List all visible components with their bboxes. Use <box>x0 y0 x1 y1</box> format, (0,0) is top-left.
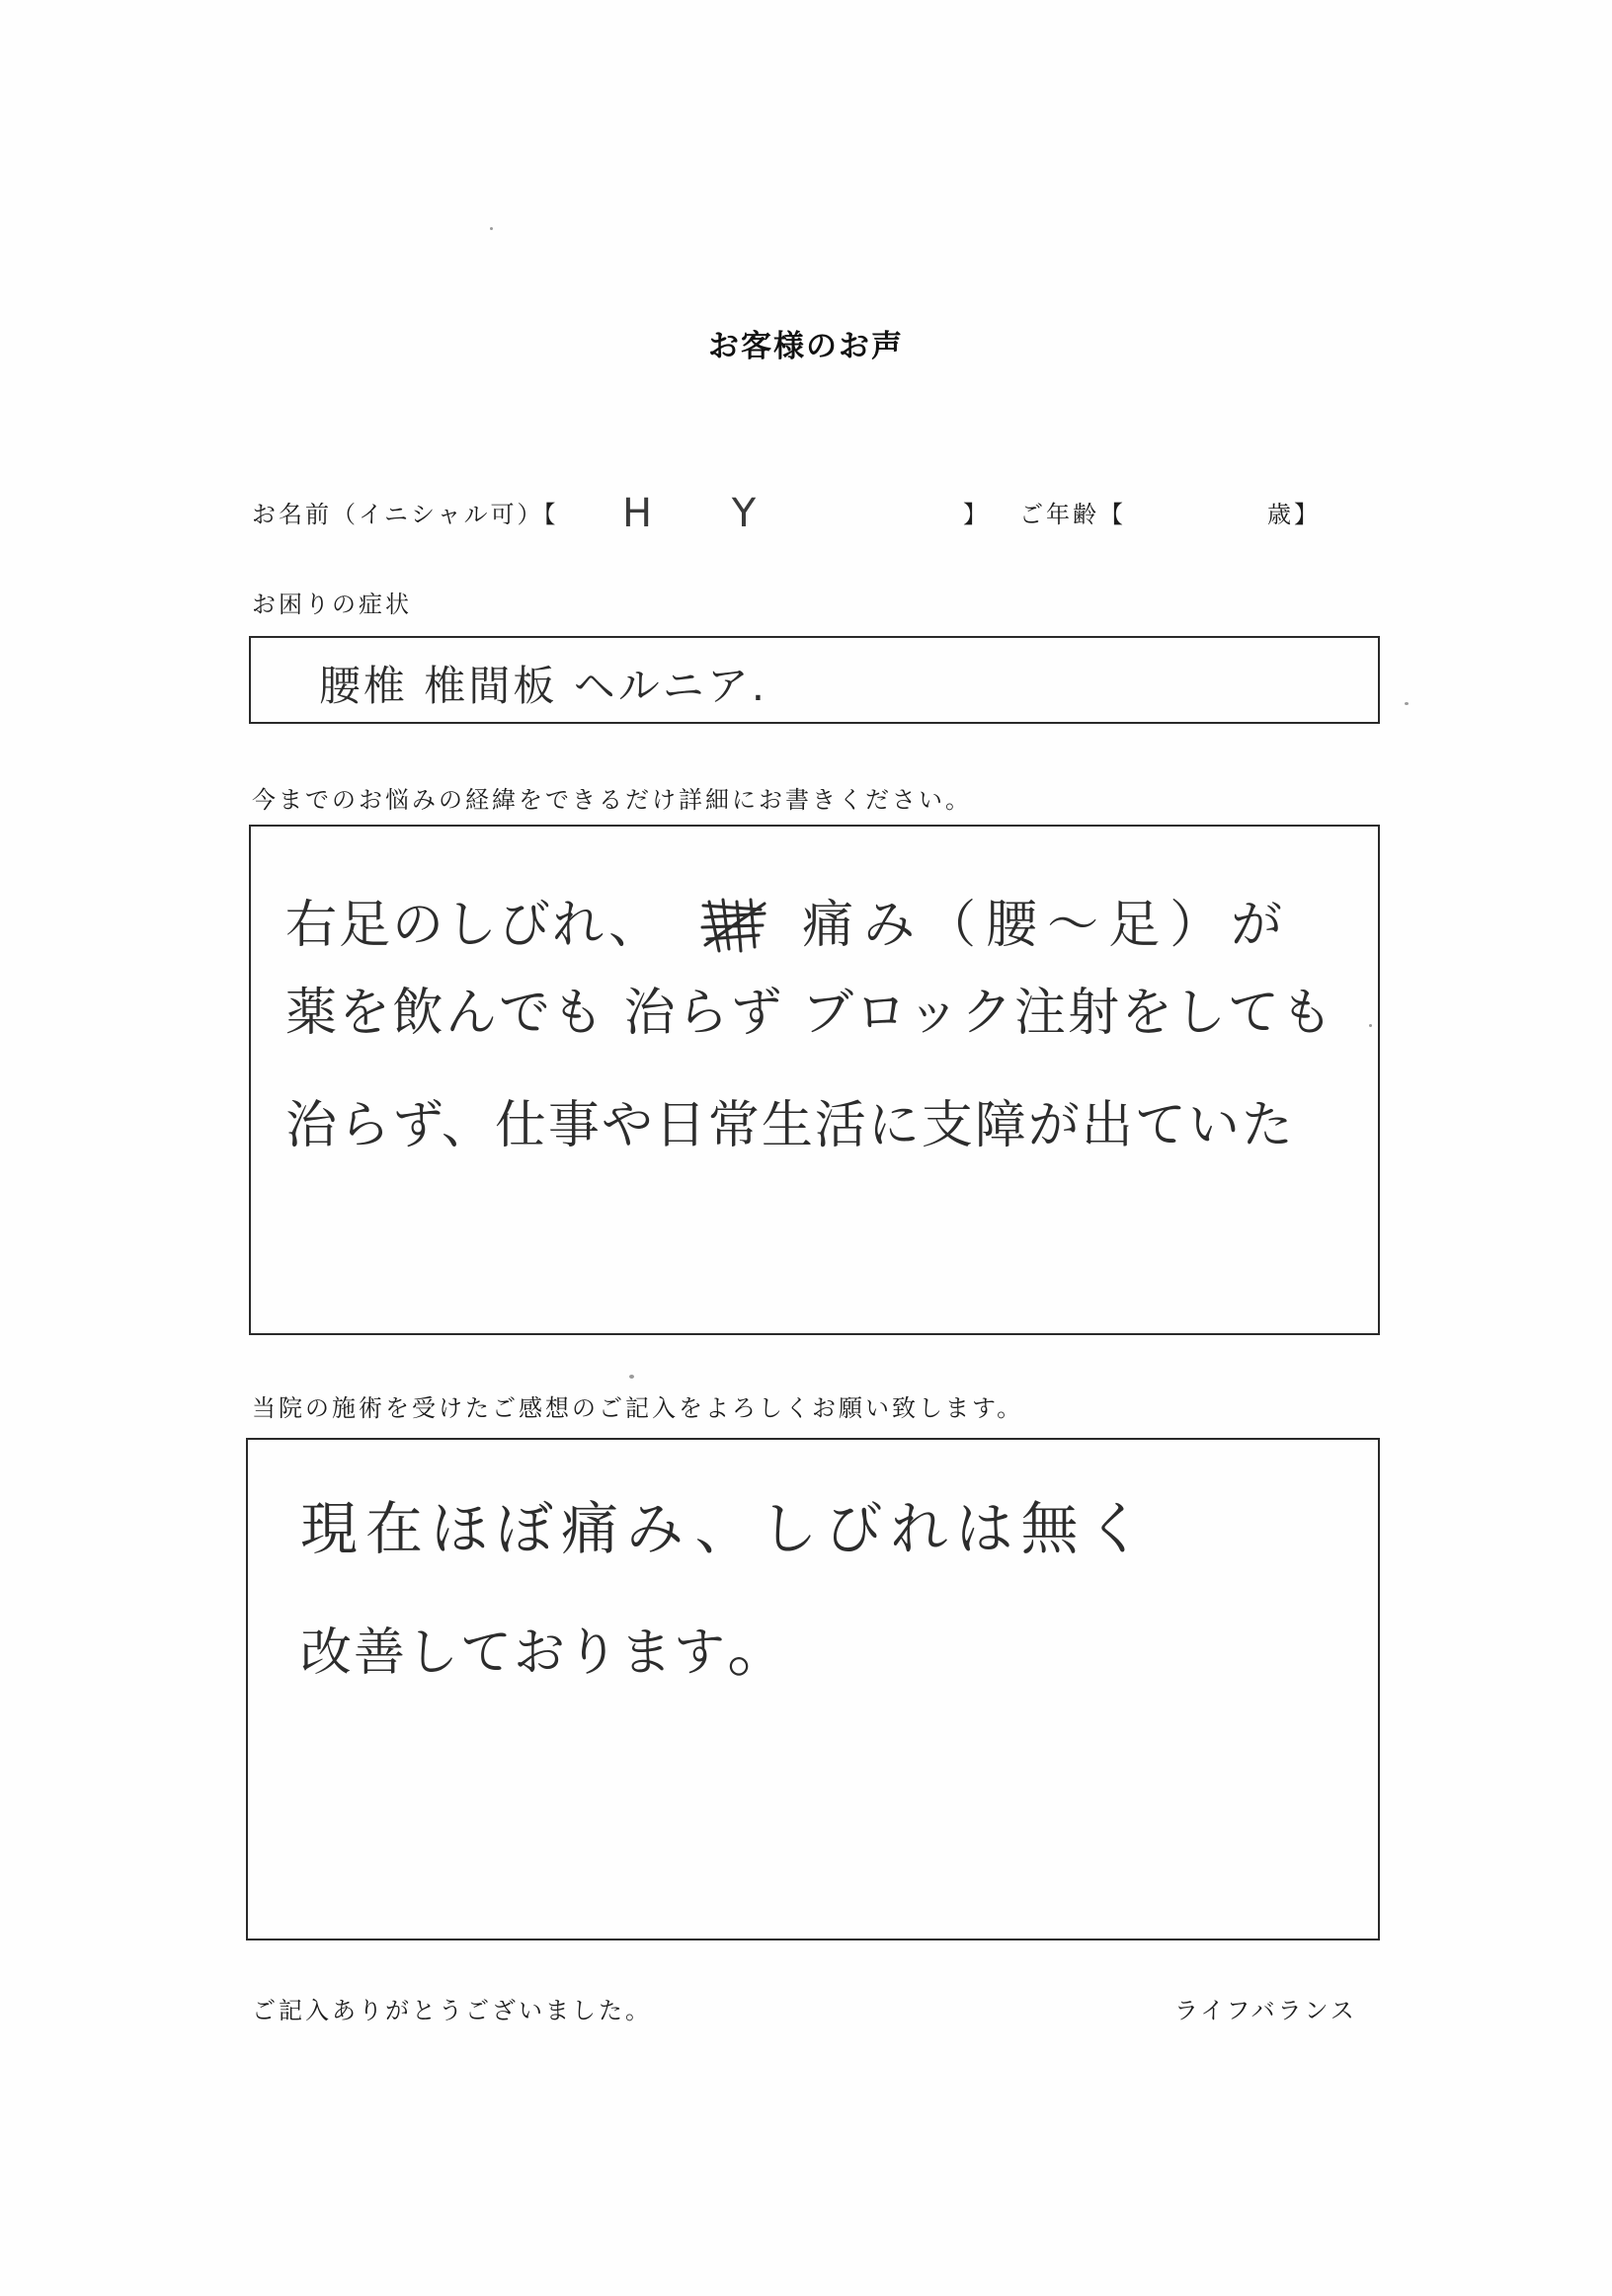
handwritten-period: 。 <box>727 1610 795 1686</box>
scan-speck <box>490 227 493 230</box>
age-suffix: 歳】 <box>1267 501 1321 528</box>
impressions-line-1: 現在ほぼ痛み、しびれは無く <box>300 1495 1152 1562</box>
history-line-3: 治らず、仕事や日常生活に支障が出ていた <box>285 1096 1295 1155</box>
impressions-label: 当院の施術を受けたご感想のご記入をよろしくお願い致します。 <box>252 1394 1024 1422</box>
name-value: H Y <box>622 491 790 536</box>
scan-speck <box>629 1375 634 1379</box>
symptoms-value: 腰椎 椎間板 ヘルニア. <box>319 662 768 710</box>
history-label: 今までのお悩みの経緯をできるだけ詳細にお書きください。 <box>252 786 972 814</box>
history-line-1 <box>285 894 1292 957</box>
crossed-out-scribble <box>699 896 768 955</box>
age-label: ご年齢【 <box>1019 501 1126 528</box>
history-line-1-start: 右足のしびれ、 <box>285 896 663 955</box>
page-title: お客様のお声 <box>708 329 904 364</box>
history-line-2: 薬を飲んでも 治らず ブロック注射をしても <box>285 984 1335 1043</box>
footer-thanks: ご記入ありがとうございました。 <box>252 1997 652 2024</box>
impressions-line-2-text: 改善しております <box>300 1623 728 1683</box>
name-label: お名前（イニシャル可）【 <box>252 501 559 528</box>
history-line-1-end: 痛み（腰～足）が <box>802 896 1293 955</box>
clinic-name: ライフバランス <box>1174 1997 1357 2024</box>
name-close-bracket: 】 <box>963 501 990 528</box>
scan-speck <box>1405 702 1409 705</box>
symptoms-label: お困りの症状 <box>252 591 412 618</box>
impressions-line-2 <box>300 1610 795 1686</box>
